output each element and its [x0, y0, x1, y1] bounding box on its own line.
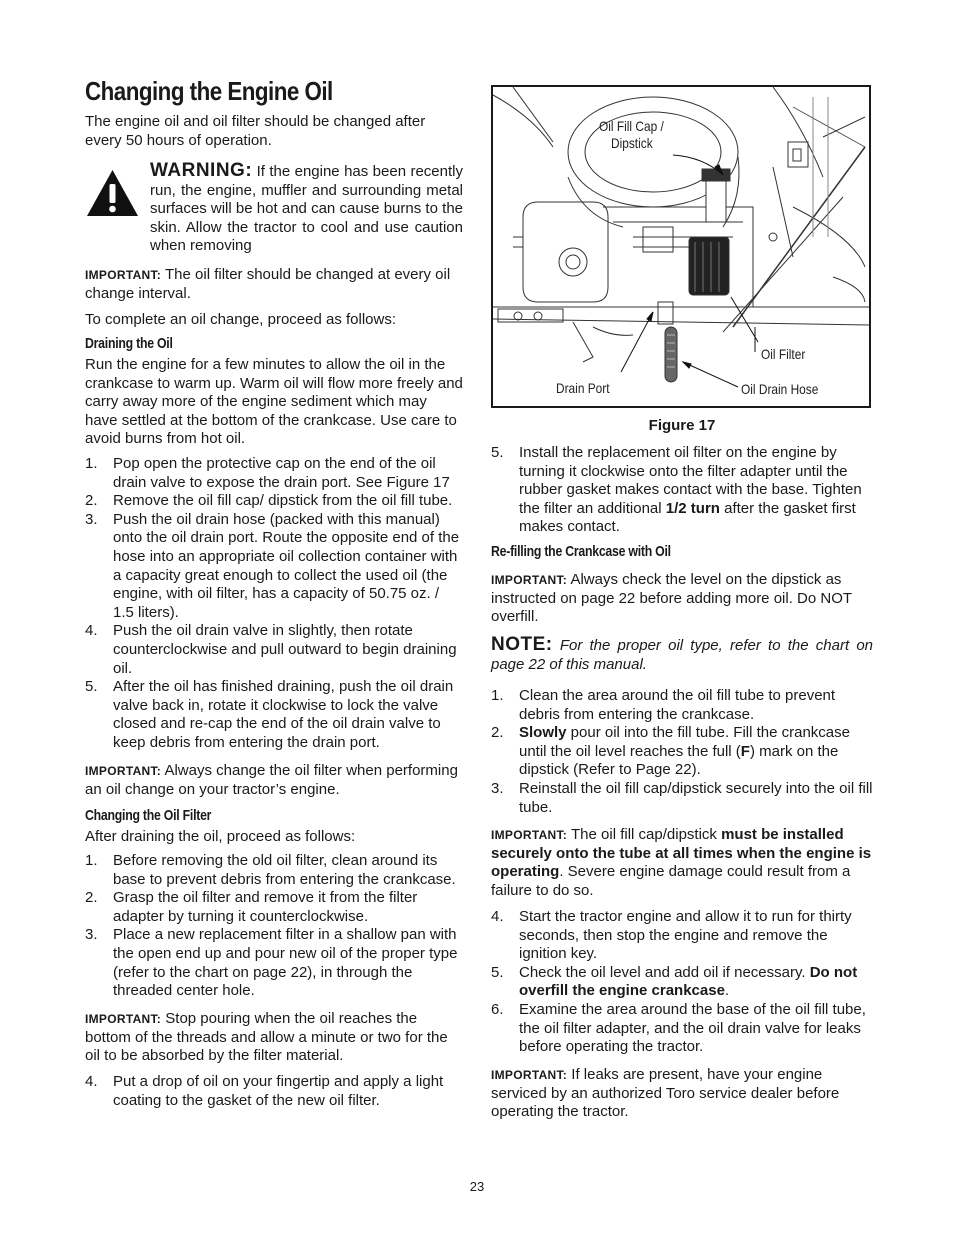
filter-step-5 [491, 444, 873, 537]
draining-text: Run the engine for a few minutes to allow the oil in the crankcase to warm up. Warm oil will flow more freely and carry away more of the engine sediment which may have settled at the bottom of the crankcase. Use care to avoid burns from hot oil. [85, 356, 463, 448]
important-label: IMPORTANT: [491, 1068, 568, 1082]
list-item: 5. Install the replacement oil filter on the engine by turning it clockwise onto the filter adapter until the rubber gasket makes contact with the base. Tighten the filter an additional 1/2 turn after the gasket first makes contact. [491, 444, 862, 536]
list-item: 2. Grasp the oil filter and remove it from the filter adapter by turning it counterclockwise. [85, 889, 418, 925]
list-item: 2. Slowly pour oil into the fill tube. Fill the crankcase until the oil level reaches the full (F) mark on the dipstick (Refer to Page 22). [491, 724, 850, 779]
page-title: Changing the Engine Oil [85, 76, 333, 106]
important-note-3 [85, 1010, 463, 1066]
to-complete-text: To complete an oil change, proceed as follows: [85, 311, 397, 328]
note-block [491, 636, 873, 674]
list-item: 6. Examine the area around the base of the oil fill tube, the oil filter adapter, and the oil drain valve for leaks before operating the tractor. [491, 1000, 866, 1056]
important-note-6 [491, 1066, 873, 1122]
list-item: 4. Start the tractor engine and allow it to run for thirty seconds, then stop the engine and remove the ignition key. [491, 908, 852, 963]
warning-text: If the engine has been recently run, the engine, muffler and surrounding metal surfaces will be hot and can cause burns to the skin. Allow the tractor to cool and use caution when removing [150, 163, 463, 255]
list-item: 3. Place a new replacement filter in a shallow pan with the open end up and pour new oil of the proper type (refer to the chart on page 22), in through the threaded center hole. [85, 926, 458, 1000]
filter-heading: Changing the Oil Filter [85, 807, 212, 824]
list-item: 4. Push the oil drain valve in slightly, then rotate counterclockwise and pull outward to begin draining oil. [85, 622, 457, 677]
list-item: 3. Reinstall the oil fill cap/dipstick securely into the oil fill tube. [491, 779, 873, 816]
engine-illustration [493, 87, 869, 406]
draining-steps [85, 455, 463, 753]
important-label: IMPORTANT: [85, 1012, 162, 1026]
refill-heading: Re-filling the Crankcase with Oil [491, 543, 671, 560]
list-item: 5. Check the oil level and add oil if necessary. Do not overfill the engine crankcase. [491, 963, 858, 1000]
filter-steps [85, 852, 463, 1001]
engine-figure [491, 85, 871, 408]
refill-steps [491, 687, 873, 817]
important-text: Always check the level on the dipstick as instructed on page 22 before adding more oil. Do NOT overfill. [491, 571, 852, 626]
warning-label: WARNING: [150, 160, 253, 181]
warning-icon [85, 168, 140, 218]
important-note-4 [491, 571, 873, 627]
important-note-1 [85, 266, 463, 303]
important-text: Stop pouring when the oil reaches the bottom of the threads and allow a minute or two for the oil to be absorbed by the filter material. [85, 1010, 448, 1065]
list-item: 4. Put a drop of oil on your fingertip and apply a light coating to the gasket of the new oil filter. [85, 1073, 444, 1109]
draining-heading: Draining the Oil [85, 335, 173, 352]
important-note-2 [85, 762, 463, 799]
refill-steps-2 [491, 908, 873, 1057]
important-label: IMPORTANT: [85, 764, 162, 778]
important-note-5: IMPORTANT: The oil fill cap/dipstick must be installed securely onto the tube at all times when the engine is operating. Severe engine damage could result from a failure to do so. [491, 826, 872, 899]
list-item: 5. After the oil has finished draining, push the oil drain valve back in, rotate it clockwise to lock the valve closed and re-cap the end of the oil drain valve to keep debris from entering the drain port. [85, 678, 454, 751]
label-dipstick: Dipstick [611, 135, 653, 151]
filter-intro: After draining the oil, proceed as follows: [85, 828, 356, 845]
important-text: The oil filter should be changed at every oil change interval. [85, 266, 451, 302]
note-text: For the proper oil type, refer to the chart on page 22 of this manual. [491, 637, 874, 673]
important-label: IMPORTANT: [491, 573, 568, 587]
figure-caption: Figure 17 [648, 417, 716, 434]
list-item: 1. Clean the area around the oil fill tube to prevent debris from entering the crankcase. [491, 687, 836, 723]
list-item: 3. Push the oil drain hose (packed with this manual) onto the oil drain port. Route the opposite end of the hose into an appropriate oil collection container with a capacity great enough to collect the used oil (the engine, with oil filter, has a capacity of 50.75 oz. / 1.5 liters). [85, 510, 460, 621]
important-label: IMPORTANT: [85, 268, 162, 282]
important-text: If leaks are present, have your engine serviced by an authorized Toro service dealer before operating the tractor. [491, 1066, 840, 1121]
important-label: IMPORTANT: [491, 828, 568, 842]
note-label: NOTE: [491, 634, 553, 655]
label-oil-filter: Oil Filter [761, 346, 806, 362]
label-oil-drain-hose: Oil Drain Hose [741, 381, 819, 397]
list-item: 2. Remove the oil fill cap/ dipstick from the oil fill tube. [85, 492, 453, 510]
list-item: 1. Before removing the old oil filter, clean around its base to prevent debris from entering the crankcase. [85, 852, 456, 888]
intro-text: The engine oil and oil filter should be changed after every 50 hours of operation. [85, 113, 426, 149]
label-drain-port: Drain Port [556, 380, 610, 396]
warning-block [150, 162, 463, 256]
important-text: Always change the oil filter when performing an oil change on your tractor’s engine. [85, 762, 458, 798]
list-item: 1. Pop open the protective cap on the end of the oil drain valve to expose the drain port. See Figure 17 [85, 455, 450, 491]
page-number: 23 [469, 1179, 485, 1194]
filter-step-4 [85, 1073, 463, 1110]
label-oil-fill-cap: Oil Fill Cap / [599, 118, 664, 134]
